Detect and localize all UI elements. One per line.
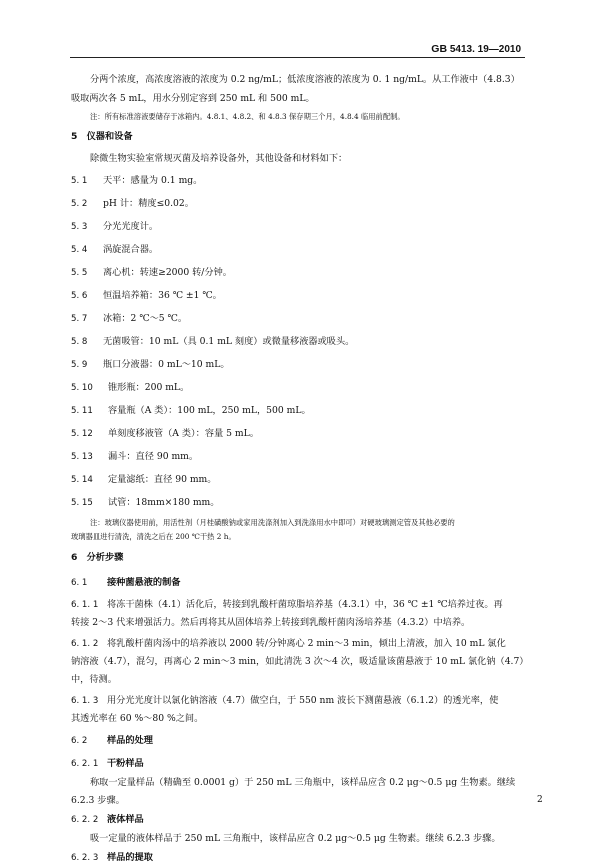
equipment-item bbox=[71, 286, 525, 306]
procedure-paragraph bbox=[71, 635, 529, 689]
equipment-item-number: 5. 10 bbox=[71, 383, 93, 393]
glassware-note-line-1: 注：玻璃仪器使用前，用活性剂（月桂磺酸钠或家用洗涤剂加入到洗涤用水中即可）对硬玻璃测定管及其他必要的 bbox=[90, 518, 455, 527]
section-6-2-2-line-1: 吸一定量的液体样品于 250 mL 三角瓶中，该样品应含 0.2 μg～0.5 μg 生物素。继续 6.2.3 步骤。 bbox=[90, 833, 501, 844]
equipment-item-number: 5. 12 bbox=[71, 429, 93, 439]
section-6-2-2-heading bbox=[71, 810, 525, 830]
header-rule bbox=[70, 57, 525, 58]
intro-line-2: 吸取两次各 5 mL，用水分别定容到 250 mL 和 500 mL。 bbox=[71, 93, 315, 104]
equipment-item-text: 容量瓶（A 类）：100 mL，250 mL，500 mL。 bbox=[108, 405, 311, 416]
equipment-item-number: 5. 2 bbox=[71, 199, 88, 209]
equipment-item bbox=[71, 332, 525, 352]
equipment-item-text: 瓶口分液器：0 mL～10 mL。 bbox=[103, 359, 230, 370]
section-6-2-1-number: 6. 2. 1 bbox=[71, 759, 99, 769]
equipment-item bbox=[71, 263, 525, 283]
equipment-item bbox=[71, 194, 525, 214]
equipment-list bbox=[71, 171, 525, 513]
equipment-item-number: 5. 1 bbox=[71, 176, 88, 186]
equipment-item bbox=[71, 493, 525, 513]
equipment-item-text: 天平：感量为 0.1 mg。 bbox=[103, 175, 203, 186]
equipment-item-text: 单刻度移液管（A 类）：容量 5 mL。 bbox=[108, 428, 259, 439]
document-body bbox=[71, 70, 529, 868]
section-6-1-number: 6. 1 bbox=[71, 578, 88, 588]
procedure-number: 6. 1. 1 bbox=[71, 600, 99, 610]
section-6-2-3-title: 样品的提取 bbox=[107, 852, 153, 863]
equipment-item-text: 漏斗：直径 90 mm。 bbox=[108, 451, 199, 462]
equipment-item-text: 试管：18mm×180 mm。 bbox=[108, 497, 220, 508]
section-6-2-1-line-1: 称取一定量样品（精确至 0.0001 g）于 250 mL 三角瓶中，该样品应含 0.2 μg～0.5 μg 生物素。继续 bbox=[90, 777, 516, 788]
glassware-note bbox=[71, 516, 525, 530]
section-6-2-1-title: 干粉样品 bbox=[107, 758, 144, 769]
equipment-item bbox=[71, 309, 525, 329]
procedure-text: 转接 2～3 代来增强活力。然后再将其从固体培养上转接到乳酸杆菌肉汤培养基（4.3.2）中培养。 bbox=[71, 617, 471, 628]
equipment-item-text: 涡旋混合器。 bbox=[103, 244, 159, 255]
procedure-text: 用分光光度计以氯化钠溶液（4.7）做空白，于 550 nm 波长下测菌悬液（6.1.2）的透光率，使 bbox=[107, 695, 499, 706]
equipment-item-number: 5. 13 bbox=[71, 452, 93, 462]
intro-note-text: 注：所有标准溶液要储存于冰箱内。4.8.1、4.8.2、和 4.8.3 保存期三个月，4.8.4 临用前配制。 bbox=[90, 112, 405, 121]
section-6-2-1-line-2: 6.2.3 步骤。 bbox=[71, 795, 125, 806]
section-6-2-1-heading bbox=[71, 754, 525, 774]
section-6-2-3-number: 6. 2. 3 bbox=[71, 853, 99, 863]
equipment-item-number: 5. 5 bbox=[71, 268, 88, 278]
intro-note bbox=[71, 110, 525, 124]
equipment-item-number: 5. 4 bbox=[71, 245, 88, 255]
equipment-item-text: pH 计：精度≤0.02。 bbox=[103, 198, 194, 209]
procedure-text: 其透光率在 60 %～80 %之间。 bbox=[71, 713, 204, 724]
section-6-1-paragraphs bbox=[71, 596, 529, 728]
equipment-item-number: 5. 11 bbox=[71, 406, 93, 416]
equipment-item-number: 5. 8 bbox=[71, 337, 88, 347]
page-number: 2 bbox=[537, 795, 543, 805]
procedure-line bbox=[71, 653, 529, 671]
procedure-text: 钠溶液（4.7），混匀，再离心 2 min～3 min，如此清洗 3 次～4 次，吸适量该菌悬液于 10 mL 氯化钠（4.7） bbox=[71, 656, 529, 667]
equipment-item bbox=[71, 240, 525, 260]
equipment-item-text: 离心机：转速≥2000 转/分钟。 bbox=[103, 267, 232, 278]
procedure-paragraph bbox=[71, 596, 525, 632]
equipment-item bbox=[71, 401, 525, 421]
procedure-paragraph bbox=[71, 692, 525, 728]
procedure-line bbox=[71, 692, 525, 710]
intro-line-1: 分两个浓度，高浓度溶液的浓度为 0.2 ng/mL；低浓度溶液的浓度为 0. 1 ng/mL。从工作液中（4.8.3） bbox=[90, 74, 520, 85]
equipment-item-number: 5. 6 bbox=[71, 291, 88, 301]
equipment-item-text: 锥形瓶：200 mL。 bbox=[108, 382, 190, 393]
section-6-2-2-title: 液体样品 bbox=[107, 814, 144, 825]
procedure-text: 中，待测。 bbox=[71, 674, 117, 685]
standard-code: GB bbox=[431, 43, 448, 55]
glassware-note-line-2: 玻璃器皿进行清洗，清洗之后在 200 ℃干热 2 h。 bbox=[71, 532, 236, 541]
equipment-item-text: 定量滤纸：直径 90 mm。 bbox=[108, 474, 217, 485]
procedure-text: 将乳酸杆菌肉汤中的培养液以 2000 转/分钟离心 2 min～3 min，倾出上清液，加入 10 mL 氯化 bbox=[107, 638, 506, 649]
section-6-heading: 6 分析步骤 bbox=[71, 552, 124, 563]
procedure-text: 将冻干菌株（4.1）活化后，转接到乳酸杆菌琼脂培养基（4.3.1）中，36 ℃ ±1 ℃培养过夜。再 bbox=[107, 599, 503, 610]
section-6-2-2-number: 6. 2. 2 bbox=[71, 815, 99, 825]
procedure-line bbox=[71, 671, 525, 689]
section-6-2-heading bbox=[71, 731, 525, 751]
procedure-number: 6. 1. 2 bbox=[71, 639, 99, 649]
equipment-item-number: 5. 7 bbox=[71, 314, 88, 324]
section-6-2-number: 6. 2 bbox=[71, 736, 88, 746]
section-6-1-title: 接种菌悬液的制备 bbox=[107, 577, 181, 588]
equipment-item-number: 5. 15 bbox=[71, 498, 93, 508]
equipment-item-number: 5. 3 bbox=[71, 222, 88, 232]
equipment-item bbox=[71, 424, 525, 444]
section-6-2-3-heading bbox=[71, 848, 525, 868]
equipment-item bbox=[71, 217, 525, 237]
procedure-line bbox=[71, 710, 525, 728]
equipment-item bbox=[71, 355, 525, 375]
section-6-2-title: 样品的处理 bbox=[107, 735, 153, 746]
equipment-item bbox=[71, 470, 525, 490]
equipment-item-text: 分光光度计。 bbox=[103, 221, 159, 232]
procedure-number: 6. 1. 3 bbox=[71, 696, 99, 706]
section-5-heading: 5 仪器和设备 bbox=[71, 131, 133, 142]
section-6-1-heading bbox=[71, 573, 525, 593]
page-header bbox=[431, 43, 521, 55]
equipment-item bbox=[71, 378, 525, 398]
equipment-item-number: 5. 14 bbox=[71, 475, 93, 485]
equipment-item-number: 5. 9 bbox=[71, 360, 88, 370]
equipment-item bbox=[71, 171, 525, 191]
equipment-item-text: 恒温培养箱：36 ℃ ±1 ℃。 bbox=[103, 290, 222, 301]
equipment-item-text: 冰箱：2 ℃～5 ℃。 bbox=[103, 313, 188, 324]
procedure-line bbox=[71, 614, 525, 632]
procedure-line bbox=[71, 635, 525, 653]
procedure-line bbox=[71, 596, 525, 614]
glassware-note-cont bbox=[71, 530, 525, 544]
equipment-item bbox=[71, 447, 525, 467]
standard-number: 5413. 19—2010 bbox=[449, 44, 521, 55]
equipment-item-text: 无菌吸管：10 mL（具 0.1 mL 刻度）或微量移液器或吸头。 bbox=[103, 336, 355, 347]
section-5-intro: 除微生物实验室常规灭菌及培养设备外，其他设备和材料如下： bbox=[90, 153, 348, 164]
